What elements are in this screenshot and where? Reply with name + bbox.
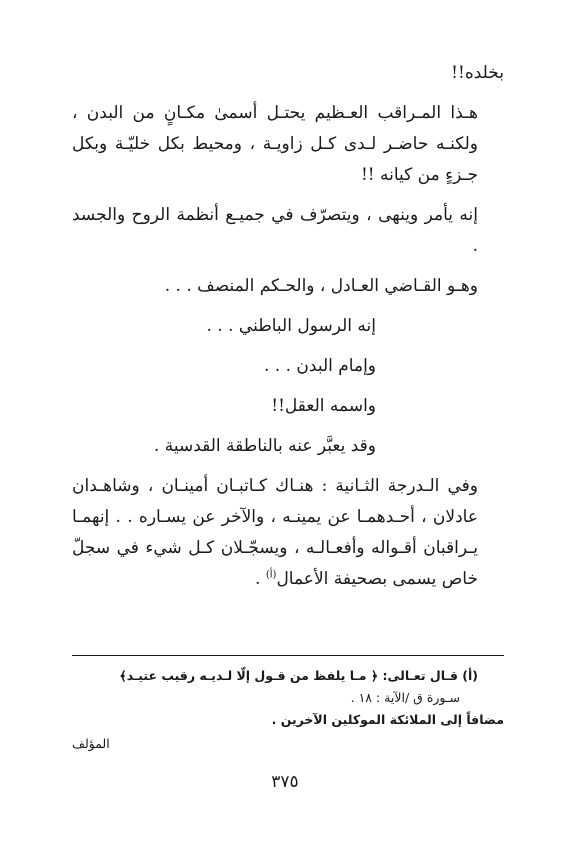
footnote-marker[interactable]: (أ) [265,569,277,581]
page-number: ٣٧٥ [271,772,299,792]
paragraph-body-leader: وإمام البدن . . . [263,356,376,376]
author-signature: المؤلف [72,736,110,751]
footnote-angels-note: مضافاً إلى الملائكة الموكلين الآخرين . [271,712,504,727]
paragraph-commands: إنه يأمر وينهى ، ويتصرّف في جميـع أنظمة الروح والجسد . [72,205,478,256]
paragraph-second-degree [72,471,504,595]
paragraph-tail: . [255,569,266,589]
paragraph-second-degree-text: وفي الـدرجة الثـانية : هنـاك كـاتبـان أمينـان ، وشاهـدان عادلان ، أحـدهمـا عن يمينـه ، والآخر عن يسـاره . . إنهمـا يـراقبان أقـواله وأفعـالـه ، ويسجّـلان كـل شيء في سجلّ خاص يسمى بصحيفة الأعمال [72,476,478,589]
paragraph-judge: وهـو القـاضي العـادل ، والحـكم المنصف . . . [164,276,478,296]
footnote-quran-quote: (أ) قـال تعـالى: ﴿ مـا يلفظ من قـول إلّا لـديـه رقيب عتيـد﴾ [119,668,478,683]
footnotes-block [72,665,504,731]
paragraph-opening-line: بخلده!! [451,63,504,83]
paragraph-holy-soul: وقد يعبَّر عنه بالناطقة القدسية . [153,436,376,456]
footnote-divider [72,655,504,656]
footnote-surah-reference: سـورة ق /الآية : ١٨ . [350,690,460,705]
main-text-block [72,58,504,604]
paragraph-observer: هـذا المـراقب العـظيم يحتـل أسمىٰ مكـانٍ من البدن ، ولكنـه حاضـر لـدى كـل زاويـة ، ومحيط بكل خليّـة وبكل جـزءٍ من كيانه !! [72,103,478,185]
paragraph-inner-messenger: إنه الرسول الباطني . . . [206,316,376,336]
paragraph-intellect: واسمه العقل!! [271,396,376,416]
